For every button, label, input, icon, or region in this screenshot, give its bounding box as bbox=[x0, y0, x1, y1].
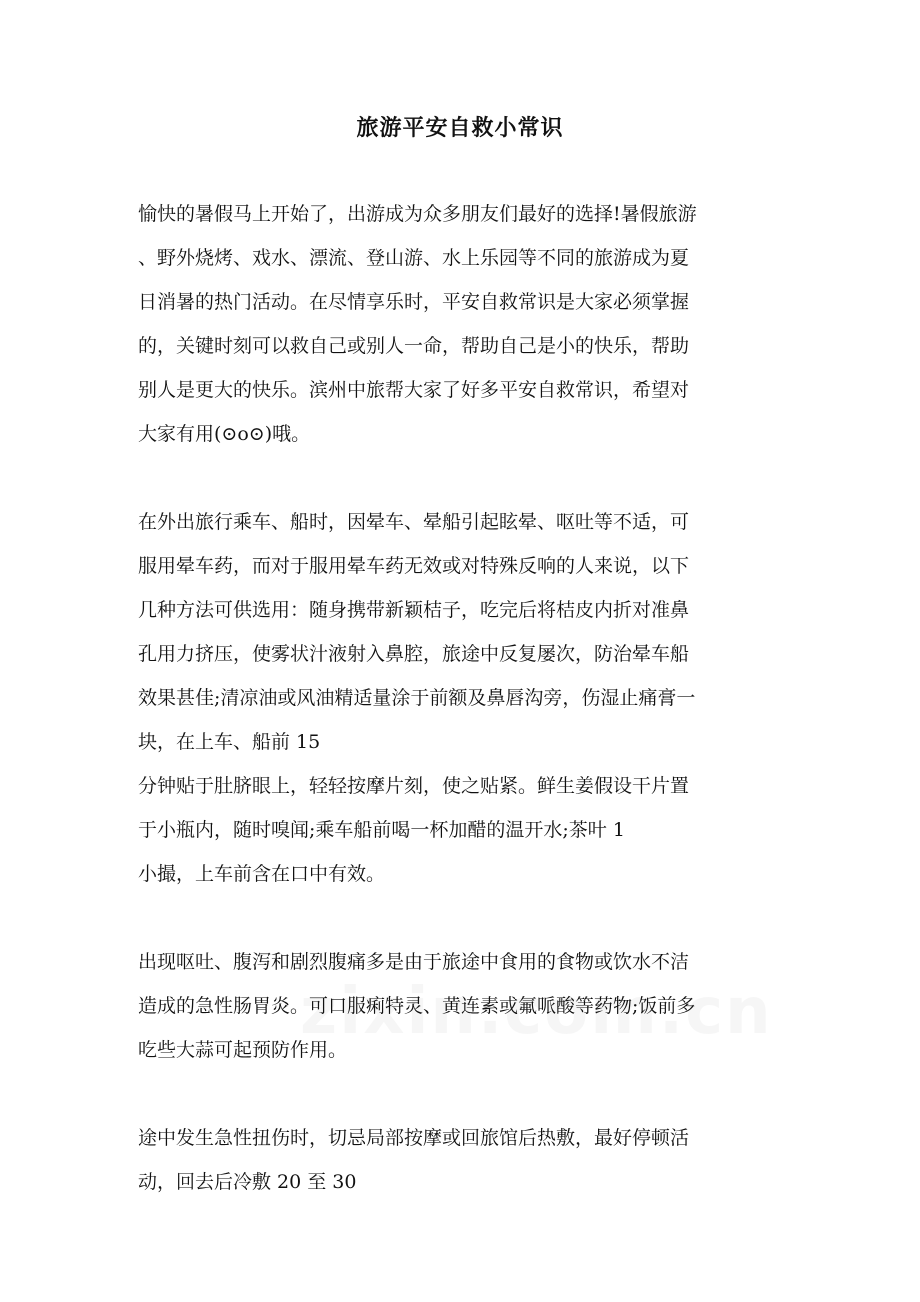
paragraph-motion-sickness bbox=[138, 500, 788, 896]
text-line: 愉快的暑假马上开始了，出游成为众多朋友们最好的选择!暑假旅游 bbox=[138, 203, 697, 225]
text-line: 、野外烧烤、戏水、漂流、登山游、水上乐园等不同的旅游成为夏 bbox=[138, 247, 690, 269]
paragraph-sprain bbox=[138, 1116, 788, 1204]
text-line: 大家有用(⊙o⊙)哦。 bbox=[138, 423, 311, 445]
text-line: 效果甚佳;清凉油或风油精适量涂于前额及鼻唇沟旁，伤湿止痛膏一 bbox=[138, 687, 696, 709]
text-line: 分钟贴于肚脐眼上，轻轻按摩片刻，使之贴紧。鲜生姜假设干片置 bbox=[138, 775, 690, 797]
text-line: 在外出旅行乘车、船时，因晕车、晕船引起眩晕、呕吐等不适，可 bbox=[138, 511, 690, 533]
text-line: 几种方法可供选用：随身携带新颖桔子，吃完后将桔皮内折对准鼻 bbox=[138, 599, 690, 621]
text-line: 出现呕吐、腹泻和剧烈腹痛多是由于旅途中食用的食物或饮水不洁 bbox=[138, 951, 690, 973]
text-line: 块，在上车、船前 15 bbox=[138, 731, 321, 753]
paragraph-gastroenteritis bbox=[138, 940, 788, 1072]
text-line: 于小瓶内，随时嗅闻;乘车船前喝一杯加醋的温开水;茶叶 1 bbox=[138, 819, 625, 841]
text-line: 别人是更大的快乐。滨州中旅帮大家了好多平安自救常识，希望对 bbox=[138, 379, 690, 401]
text-line: 途中发生急性扭伤时，切忌局部按摩或回旅馆后热敷，最好停顿活 bbox=[138, 1127, 690, 1149]
text-line: 造成的急性肠胃炎。可口服痢特灵、黄连素或氟哌酸等药物;饭前多 bbox=[138, 995, 696, 1017]
document-title: 旅游平安自救小常识 bbox=[356, 115, 564, 141]
text-line: 日消暑的热门活动。在尽情享乐时，平安自救常识是大家必须掌握 bbox=[138, 291, 690, 313]
document-body bbox=[138, 192, 788, 1248]
text-line: 小撮，上车前含在口中有效。 bbox=[138, 863, 386, 885]
paragraph-intro bbox=[138, 192, 788, 456]
text-line: 的，关键时刻可以救自己或别人一命，帮助自己是小的快乐，帮助 bbox=[138, 335, 690, 357]
text-line: 吃些大蒜可起预防作用。 bbox=[138, 1039, 348, 1061]
text-line: 孔用力挤压，使雾状汁液射入鼻腔，旅途中反复屡次，防治晕车船 bbox=[138, 643, 690, 665]
text-line: 动，回去后冷敷 20 至 30 bbox=[138, 1171, 357, 1193]
text-line: 服用晕车药，而对于服用晕车药无效或对特殊反响的人来说，以下 bbox=[138, 555, 690, 577]
